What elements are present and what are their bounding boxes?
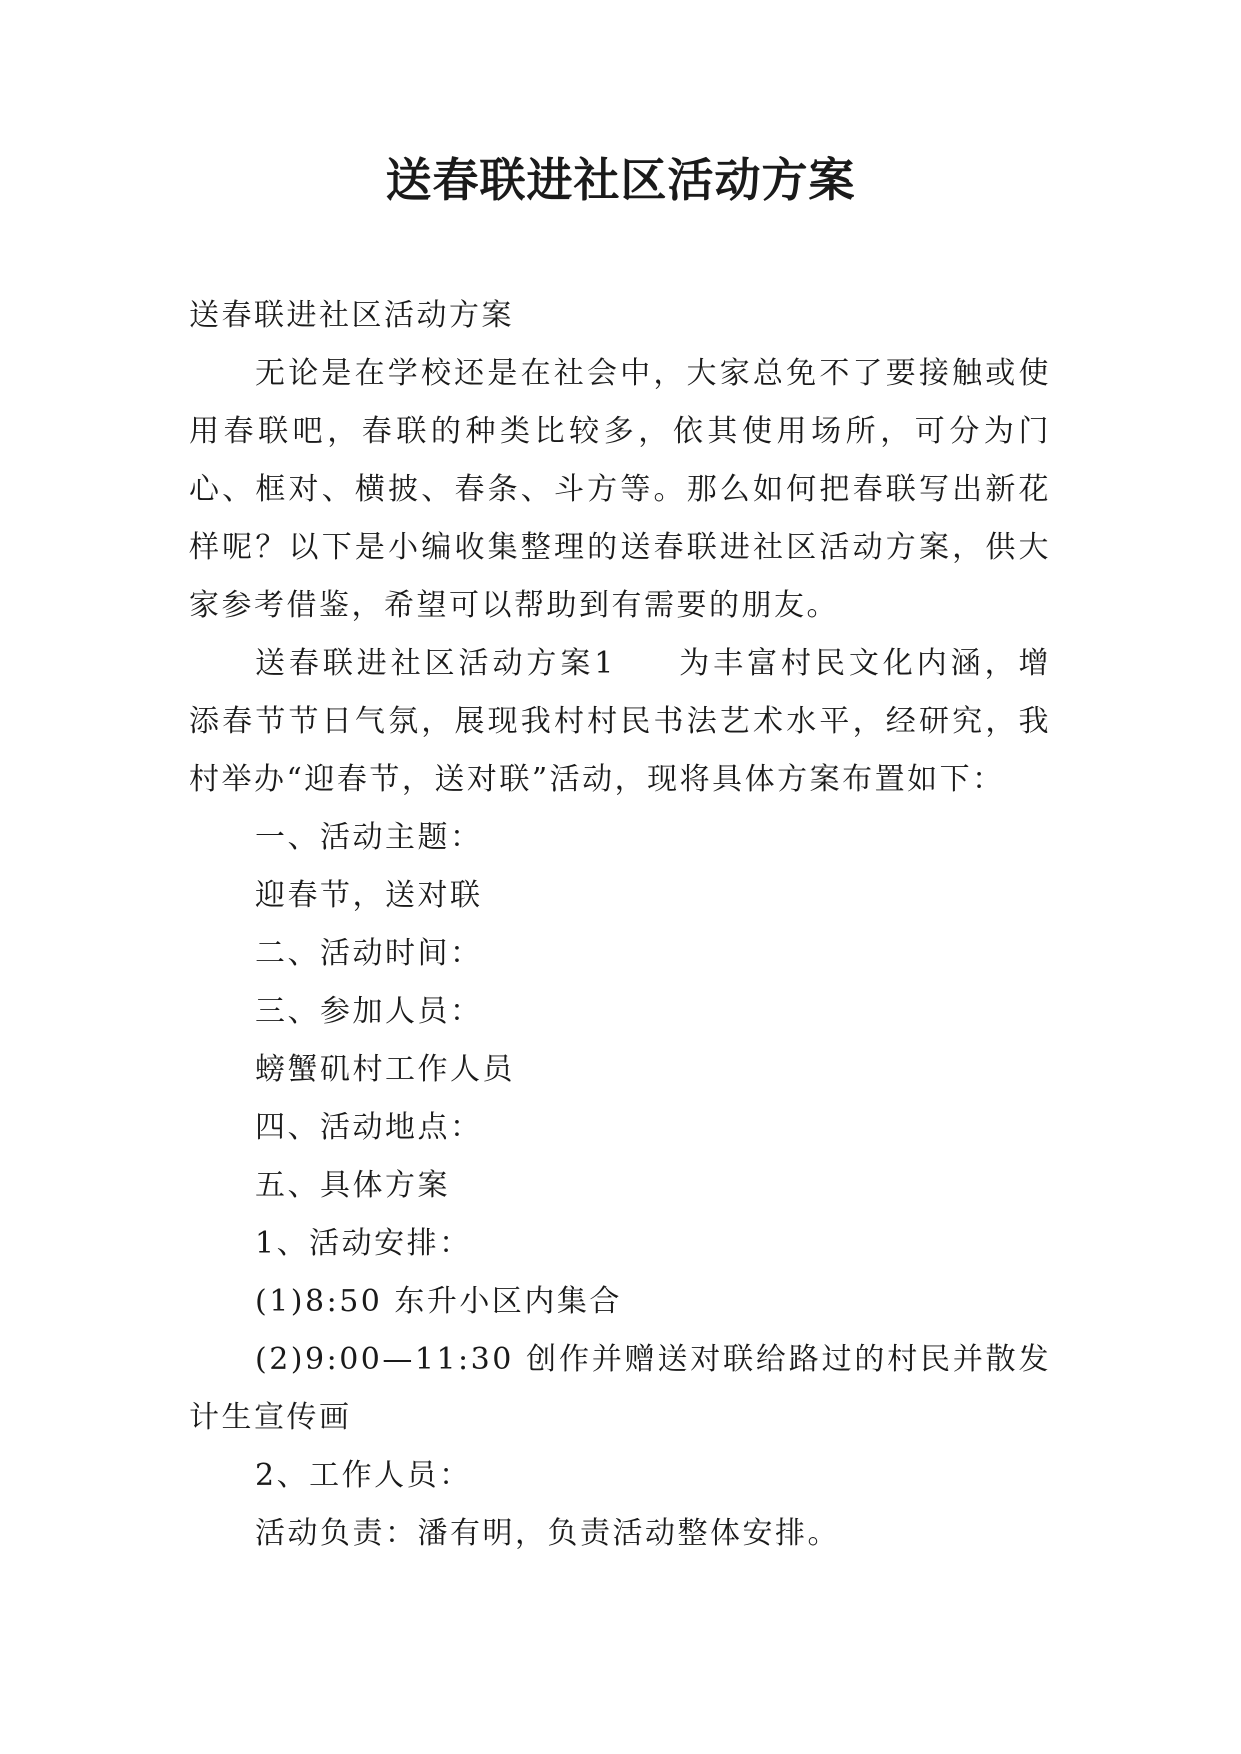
item2-value: 活动负责：潘有明，负责活动整体安排。 bbox=[255, 1516, 840, 1551]
plan1-heading: 送春联进社区活动方案1 bbox=[255, 646, 616, 681]
item1-step2: (2)9:00—11:30 创作并赠送对联给路过的村民并散发计生宣传画 bbox=[189, 1342, 1051, 1435]
section2-heading: 二、活动时间： bbox=[255, 936, 483, 971]
intro-paragraph: 无论是在学校还是在社会中，大家总免不了要接触或使用春联吧，春联的种类比较多，依其使用场所，可分为门心、框对、横披、春条、斗方等。那么如何把春联写出新花样呢？以下是小编收集整理的送春联进社区活动方案，供大家参考借鉴，希望可以帮助到有需要的朋友。 bbox=[189, 356, 1051, 623]
section4-heading: 四、活动地点： bbox=[255, 1110, 483, 1145]
plan1-paragraph bbox=[189, 635, 1051, 809]
subtitle-line: 送春联进社区活动方案 bbox=[189, 298, 514, 333]
section1-value: 迎春节，送对联 bbox=[255, 878, 483, 913]
section1-heading: 一、活动主题： bbox=[255, 820, 483, 855]
document-body bbox=[189, 287, 1051, 1563]
section5-heading: 五、具体方案 bbox=[255, 1168, 450, 1203]
plan1-intro: 为丰富村民文化内涵，增添春节节日气氛，展现我村村民书法艺术水平，经研究，我村举办“迎春节，送对联”活动，现将具体方案布置如下： bbox=[189, 646, 1051, 797]
item2-heading: 2、工作人员： bbox=[255, 1458, 472, 1493]
section3-value: 螃蟹矶村工作人员 bbox=[255, 1052, 515, 1087]
section3-heading: 三、参加人员： bbox=[255, 994, 483, 1029]
item1-heading: 1、活动安排： bbox=[255, 1226, 472, 1261]
document-title: 送春联进社区活动方案 bbox=[385, 153, 856, 207]
item1-step1: (1)8:50 东升小区内集合 bbox=[255, 1284, 622, 1319]
